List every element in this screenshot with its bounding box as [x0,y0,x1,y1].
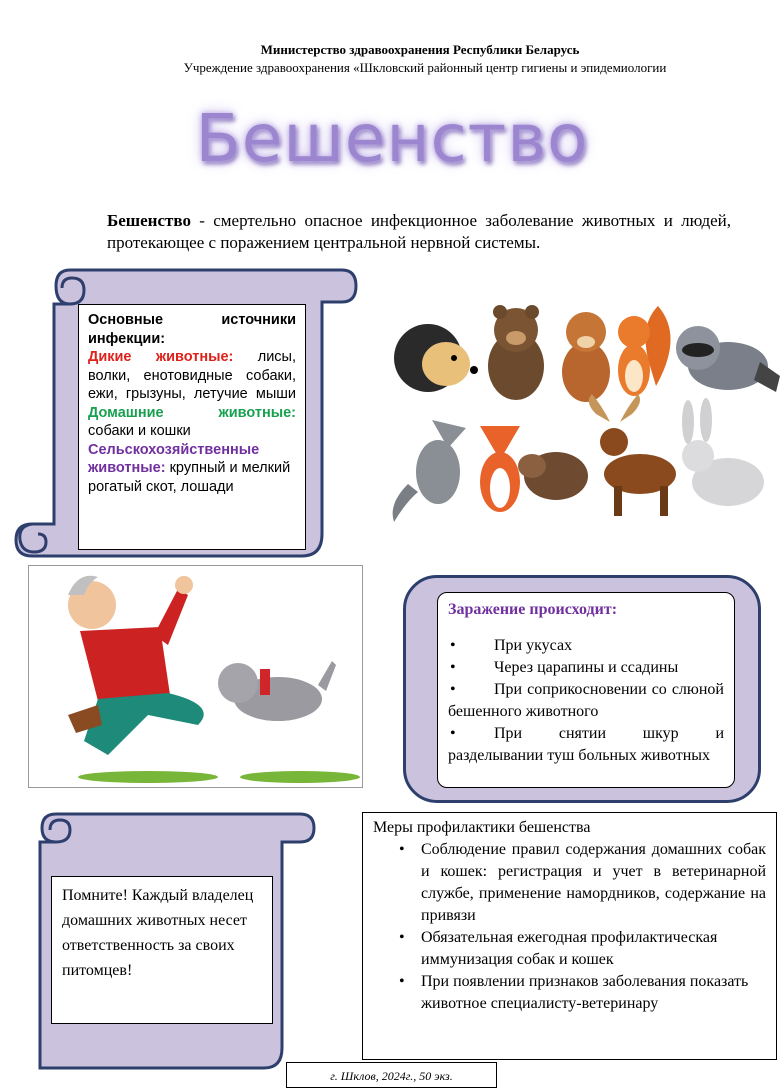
hedgehog-icon [394,324,478,392]
raccoon-icon [676,326,780,392]
intro-text: - смертельно опасное инфекционное заболевание животных и людей, протекающее с поражением центральной нервной системы. [107,211,731,252]
sources-wild [88,348,296,404]
owner-reminder-box: Помните! Каждый владелец домашних животных несет ответственность за своих питомцев! [51,876,273,1024]
wild-text: лисы, волки, енотовидные собаки, ежи, грызуны, летучие мыши [88,349,297,402]
beaver-icon [562,312,610,402]
list-item: • Соблюдение правил содержания домашних собак и кошек: регистрация и учет в ветеринарной службе, применение намордников, содержание на привязи [421,839,766,927]
hare-icon [682,398,764,506]
infection-ways-box [437,592,735,788]
squirrel-icon [618,306,671,396]
bullet-icon [448,679,494,701]
list-item: •При укусах [448,635,724,657]
farm-label: Сельскохозяйственные животные: [88,441,260,476]
infection-sources-box [78,304,306,550]
bullet-icon [448,723,494,745]
page-title: Бешенство [195,100,589,177]
prevention-list [373,839,766,1015]
ministry-header: Министерство здравоохранения Республики Беларусь [260,42,580,57]
prevention-box [362,812,777,1060]
dog-bite-illustration [28,565,363,788]
prevention-title: Меры профилактики бешенства [373,819,591,836]
institution-header: Учреждение здравоохранения «Шкловский районный центр гигиены и эпидемиологии [183,60,667,75]
farm-text: крупный и мелкий рогатый скот, лошади [88,460,291,495]
list-item: •При снятии шкур и разделывании туш больных животных [448,723,724,767]
wolf-icon [393,420,466,522]
wild-label: Дикие животные: [88,349,234,365]
print-info: г. Шклов, 2024г., 50 экз. [286,1062,497,1088]
list-item: • Обязательная ежегодная профилактическая иммунизация собак и кошек [421,927,766,971]
bullet-icon [448,635,494,657]
sources-farm [88,441,296,497]
infection-title: Заражение происходит: [448,601,618,618]
list-item: •Через царапины и ссадины [448,657,724,679]
wild-animals-illustration [388,296,780,528]
infection-list [448,635,724,767]
domestic-label: Домашние животные: [88,404,296,421]
intro-term: Бешенство [107,211,191,230]
boar-icon [518,452,588,500]
moose-icon [589,394,676,516]
sources-domestic [88,404,296,423]
fox-icon [480,426,520,512]
domestic-text: собаки и кошки [88,423,191,439]
bear-icon [488,305,544,400]
intro-paragraph [107,210,731,254]
sources-heading: Основные источники инфекции: [88,312,296,347]
list-item: •При соприкосновении со слюной бешенного животного [448,679,724,723]
bullet-icon [448,657,494,679]
list-item: • При появлении признаков заболевания показать животное специалисту-ветеринару [421,971,766,1015]
